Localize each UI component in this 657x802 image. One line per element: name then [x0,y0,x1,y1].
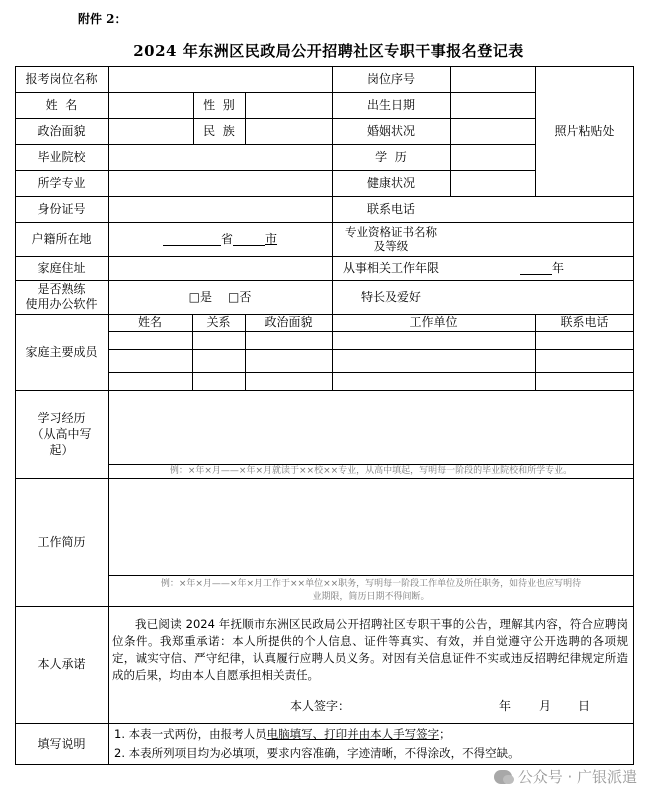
city-label: 市 [265,231,278,246]
family-col-employer: 工作单位 [409,315,458,329]
input-certificate[interactable] [450,222,634,256]
family-row[interactable] [108,372,634,390]
family-row[interactable] [108,349,634,372]
form-title: 2024 年东洲区民政局公开招聘社区专职干事报名登记表 [133,42,524,60]
office-label-line1: 是否熟练 [37,282,86,296]
study-note: 例：×年×月——×年×月就读于××校××专业，从高中填起，写明每一阶段的毕业院校和所学专业。 [169,465,573,476]
signature-label: 本人签字： [289,698,350,713]
label-instructions: 填写说明 [37,736,86,751]
label-marital-status: 婚姻状况 [366,123,415,138]
work-note-line1: 例：×年×月——×年×月工作于××单位××职务，写明每一阶段工作单位及所任职务，如待业也应写明待 [160,578,582,589]
label-health: 健康状况 [366,175,415,190]
label-hobbies: 特长及爱好 [360,289,421,304]
input-id-number[interactable] [108,196,332,222]
pledge-text: 我已阅读 2024 年抚顺市东洲区民政局公开招聘社区专职干事的公告，理解其内容，符合应聘岗位条件。我郑重承诺：本人所提供的个人信息、证件等真实、有效，并自觉遵守公开选聘的各项规定，诚实守信、严守纪律，认真履行应聘人员义务。对因有关信息证件不实或违反招聘纪律规定所造成的后果，均由本人自愿承担相关责任。 [112,617,628,682]
date-year-label: 年 [498,698,511,713]
certificate-label-line2: 及等级 [373,239,409,253]
input-birth-date[interactable] [450,92,535,118]
family-col-name: 姓名 [137,315,162,329]
instruction-1-prefix: 1. 本表一式两份，由报考人员 [114,727,267,741]
label-position-name: 报考岗位名称 [25,71,98,86]
input-household[interactable] [108,222,332,256]
watermark-text: 公众号 · 广银派遣 [517,768,637,786]
label-name: 姓 名 [45,97,78,112]
work-years-unit: 年 [551,260,564,275]
province-blank[interactable] [163,233,221,246]
label-education: 学 历 [375,149,407,164]
label-id-number: 身份证号 [37,201,86,216]
date-month-label: 月 [538,698,551,713]
city-blank[interactable] [233,233,265,246]
input-phone[interactable] [450,196,634,222]
wechat-icon [494,770,512,784]
input-political-status[interactable] [108,118,193,144]
input-position-name[interactable] [108,66,332,92]
date-day-label: 日 [577,698,590,713]
label-certificate [332,222,450,256]
input-gender[interactable] [245,92,332,118]
instruction-1-suffix: ； [439,727,451,741]
office-software-options [108,280,332,314]
family-col-phone: 联系电话 [560,315,609,329]
input-marital-status[interactable] [450,118,535,144]
signature-field[interactable] [360,696,490,716]
label-political-status: 政治面貌 [37,123,86,138]
family-row[interactable] [108,331,634,349]
office-label-line2: 使用办公软件 [25,297,98,311]
input-work[interactable] [108,478,634,575]
input-health[interactable] [450,170,535,196]
input-school[interactable] [108,144,332,170]
input-study[interactable] [108,390,634,464]
label-school: 毕业院校 [37,149,86,164]
input-ethnicity[interactable] [245,118,332,144]
label-family: 家庭主要成员 [25,344,98,359]
work-note-line2: 业期限，简历日期不得间断。 [312,591,430,602]
certificate-label-line1: 专业资格证书名称 [345,225,437,239]
study-label-line3: 起） [49,443,74,457]
province-label: 省 [220,231,233,246]
label-major: 所学专业 [37,175,86,190]
input-position-no[interactable] [450,66,535,92]
label-pledge: 本人承诺 [37,657,86,671]
input-work-years[interactable] [450,256,634,280]
label-study [15,390,108,478]
label-work-years: 从事相关工作年限 [342,260,439,275]
input-address[interactable] [108,256,332,280]
office-no-checkbox[interactable]: □否 [228,289,252,304]
label-household: 户籍所在地 [31,231,92,246]
label-position-no: 岗位序号 [366,71,415,86]
label-work: 工作简历 [37,534,86,549]
family-col-political: 政治面貌 [264,315,313,329]
label-ethnicity: 民 族 [203,123,235,138]
input-name[interactable] [108,92,193,118]
label-address: 家庭住址 [37,260,86,275]
input-major[interactable] [108,170,332,196]
instruction-item-1 [114,726,451,742]
attachment-label: 附件 2： [78,12,127,26]
office-yes-checkbox[interactable]: □是 [188,289,212,304]
instruction-1-underlined: 电脑填写、打印并由本人手写签字 [266,727,440,741]
study-label-line2: （从高中写 [31,427,92,441]
study-label-line1: 学习经历 [37,411,86,425]
work-years-blank[interactable] [520,262,552,275]
input-hobbies[interactable] [450,280,634,314]
label-birth-date: 出生日期 [366,97,415,112]
photo-placeholder[interactable]: 照片粘贴处 [554,123,615,138]
label-gender: 性 别 [203,97,235,112]
label-office-software [15,280,108,314]
work-note [108,575,634,606]
input-education[interactable] [450,144,535,170]
family-col-relation: 关系 [206,315,231,329]
label-phone: 联系电话 [366,201,415,216]
instruction-item-2: 2. 本表所列项目均为必填项，要求内容准确，字迹清晰，不得涂改，不得空缺。 [114,746,520,760]
watermark [494,766,637,787]
